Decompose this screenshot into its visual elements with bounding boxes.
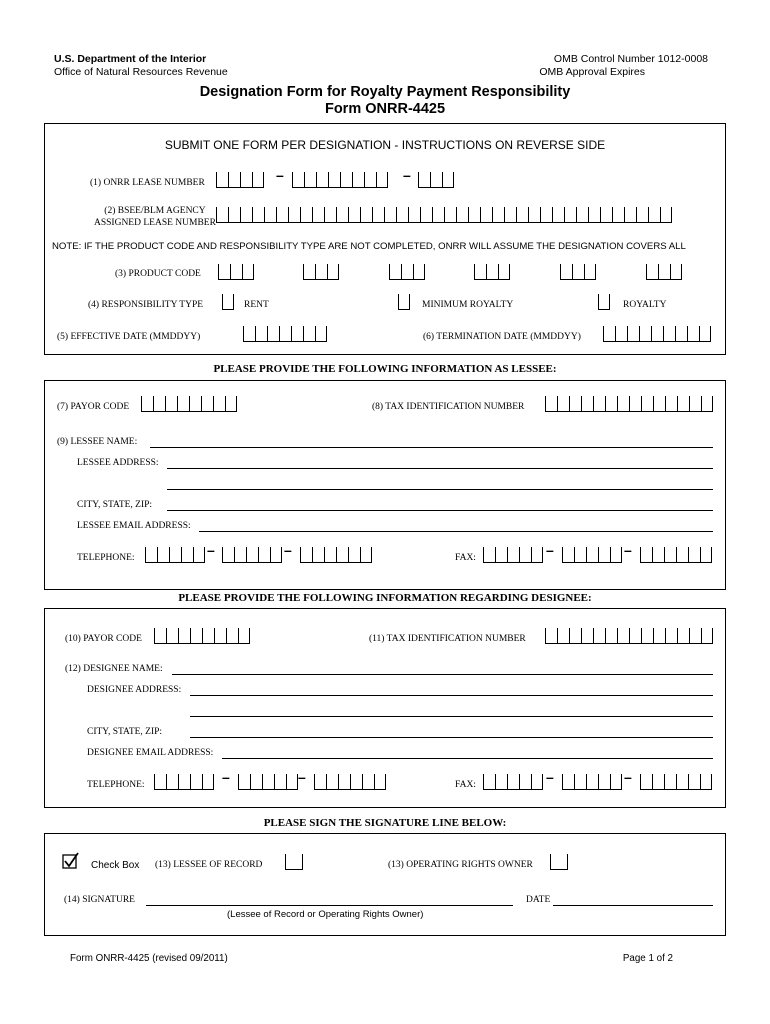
form-revision: Form ONRR-4425 (revised 09/2011) — [70, 953, 228, 964]
date-label: DATE — [526, 895, 551, 905]
dash: – — [546, 542, 554, 558]
lessee-name-label: (9) LESSEE NAME: — [57, 437, 138, 447]
product-code-label: (3) PRODUCT CODE — [115, 269, 201, 279]
instruction-text: SUBMIT ONE FORM PER DESIGNATION - INSTRUCTIONS ON REVERSE SIDE — [164, 138, 606, 152]
designee-fax-area[interactable] — [483, 774, 543, 790]
lessee-phone-prefix[interactable] — [222, 547, 282, 563]
designee-tin-field[interactable] — [545, 628, 713, 644]
lessee-phone-area[interactable] — [145, 547, 205, 563]
designee-payor-code-field[interactable] — [154, 628, 250, 644]
lessee-name-line[interactable] — [150, 447, 713, 448]
dash: – — [403, 167, 411, 183]
lessee-fax-prefix[interactable] — [562, 547, 622, 563]
designee-fax-label: FAX: — [455, 780, 476, 790]
agency-label-line2: ASSIGNED LEASE NUMBER — [94, 218, 216, 228]
designee-heading: PLEASE PROVIDE THE FOLLOWING INFORMATION REGARDING DESIGNEE: — [178, 592, 592, 604]
rent-label: RENT — [244, 300, 269, 310]
royalty-checkbox[interactable] — [598, 294, 610, 310]
dash: – — [207, 542, 215, 558]
form-title: Designation Form for Royalty Payment Responsibility — [199, 84, 571, 100]
designee-address-line1[interactable] — [190, 695, 713, 696]
termination-date-field[interactable] — [603, 326, 711, 342]
lessee-city-label: CITY, STATE, ZIP: — [77, 500, 153, 510]
note-text: NOTE: IF THE PRODUCT CODE AND RESPONSIBILITY TYPE ARE NOT COMPLETED, ONRR WILL ASSUME THE DESIGNATION COVERS ALL — [52, 241, 686, 252]
agency-label-line1: (2) BSEE/BLM AGENCY — [104, 206, 206, 216]
lease-number-part3[interactable] — [418, 172, 454, 188]
product-code-1[interactable] — [218, 264, 254, 280]
lease-number-part1[interactable] — [216, 172, 264, 188]
lessee-payor-code-field[interactable] — [141, 396, 237, 412]
lessee-of-record-checkbox[interactable] — [285, 854, 303, 870]
agency-lease-label — [94, 205, 216, 229]
product-code-5[interactable] — [560, 264, 596, 280]
designee-phone-prefix[interactable] — [238, 774, 298, 790]
department-name: U.S. Department of the Interior — [54, 53, 207, 65]
designee-name-label: (12) DESIGNEE NAME: — [65, 664, 163, 674]
dash: – — [284, 542, 292, 558]
dash: – — [222, 769, 230, 785]
minimum-royalty-label: MINIMUM ROYALTY — [422, 300, 514, 310]
lessee-address-line1[interactable] — [167, 468, 713, 469]
omb-control-number: OMB Control Number 1012-0008 — [553, 53, 708, 65]
designee-phone-area[interactable] — [154, 774, 214, 790]
lessee-phone-line[interactable] — [300, 547, 372, 563]
office-name: Office of Natural Resources Revenue — [54, 66, 228, 78]
operating-rights-owner-label: (13) OPERATING RIGHTS OWNER — [388, 860, 533, 870]
designee-address-line2[interactable] — [190, 716, 713, 717]
omb-approval-expires: OMB Approval Expires — [539, 66, 645, 78]
designee-tin-label: (11) TAX IDENTIFICATION NUMBER — [369, 634, 526, 644]
royalty-label: ROYALTY — [623, 300, 667, 310]
form-number: Form ONRR-4425 — [324, 101, 446, 117]
designee-fax-line[interactable] — [640, 774, 712, 790]
designee-telephone-label: TELEPHONE: — [87, 780, 145, 790]
designation-section — [44, 123, 726, 355]
dash: – — [624, 769, 632, 785]
product-code-2[interactable] — [303, 264, 339, 280]
designee-name-line[interactable] — [172, 674, 713, 675]
rent-checkbox[interactable] — [222, 294, 234, 310]
checked-box-icon — [62, 852, 80, 870]
lessee-fax-line[interactable] — [640, 547, 712, 563]
lessee-address-line2[interactable] — [167, 489, 713, 490]
dash: – — [276, 167, 284, 183]
effective-date-label: (5) EFFECTIVE DATE (MMDDYY) — [57, 332, 201, 342]
lease-number-part2[interactable] — [292, 172, 388, 188]
check-box-label: Check Box — [91, 860, 140, 871]
lessee-heading: PLEASE PROVIDE THE FOLLOWING INFORMATION AS LESSEE: — [213, 363, 557, 375]
product-code-4[interactable] — [474, 264, 510, 280]
signature-line[interactable] — [146, 905, 513, 906]
product-code-3[interactable] — [389, 264, 425, 280]
page-number: Page 1 of 2 — [622, 953, 673, 964]
lessee-of-record-label: (13) LESSEE OF RECORD — [155, 860, 263, 870]
dash: – — [624, 542, 632, 558]
responsibility-type-label: (4) RESPONSIBILITY TYPE — [88, 300, 204, 310]
designee-email-line[interactable] — [222, 758, 713, 759]
designee-phone-line[interactable] — [314, 774, 386, 790]
designee-city-label: CITY, STATE, ZIP: — [87, 727, 163, 737]
product-code-6[interactable] — [646, 264, 682, 280]
termination-date-label: (6) TERMINATION DATE (MMDDYY) — [423, 332, 581, 342]
lessee-fax-area[interactable] — [483, 547, 543, 563]
signature-heading: PLEASE SIGN THE SIGNATURE LINE BELOW: — [263, 817, 507, 829]
dash: – — [298, 769, 306, 785]
lessee-payor-code-label: (7) PAYOR CODE — [57, 402, 130, 412]
lessee-email-label: LESSEE EMAIL ADDRESS: — [77, 521, 191, 531]
signature-caption: (Lessee of Record or Operating Rights Owner) — [227, 909, 424, 920]
dash: – — [546, 769, 554, 785]
lessee-address-label: LESSEE ADDRESS: — [77, 458, 159, 468]
lessee-tin-field[interactable] — [545, 396, 713, 412]
minimum-royalty-checkbox[interactable] — [398, 294, 410, 310]
effective-date-field[interactable] — [243, 326, 327, 342]
designee-email-label: DESIGNEE EMAIL ADDRESS: — [87, 748, 214, 758]
lease-number-label: (1) ONRR LEASE NUMBER — [90, 178, 205, 188]
lessee-tin-label: (8) TAX IDENTIFICATION NUMBER — [372, 402, 525, 412]
lessee-fax-label: FAX: — [455, 553, 476, 563]
designee-fax-prefix[interactable] — [562, 774, 622, 790]
designee-address-label: DESIGNEE ADDRESS: — [87, 685, 182, 695]
operating-rights-owner-checkbox[interactable] — [550, 854, 568, 870]
lessee-city-line[interactable] — [167, 510, 713, 511]
signature-section — [44, 833, 726, 936]
designee-city-line[interactable] — [190, 737, 713, 738]
date-line[interactable] — [553, 905, 713, 906]
lessee-telephone-label: TELEPHONE: — [77, 553, 135, 563]
signature-label: (14) SIGNATURE — [64, 895, 135, 905]
agency-lease-number[interactable] — [216, 207, 672, 223]
lessee-email-line[interactable] — [199, 531, 713, 532]
designee-payor-code-label: (10) PAYOR CODE — [65, 634, 142, 644]
